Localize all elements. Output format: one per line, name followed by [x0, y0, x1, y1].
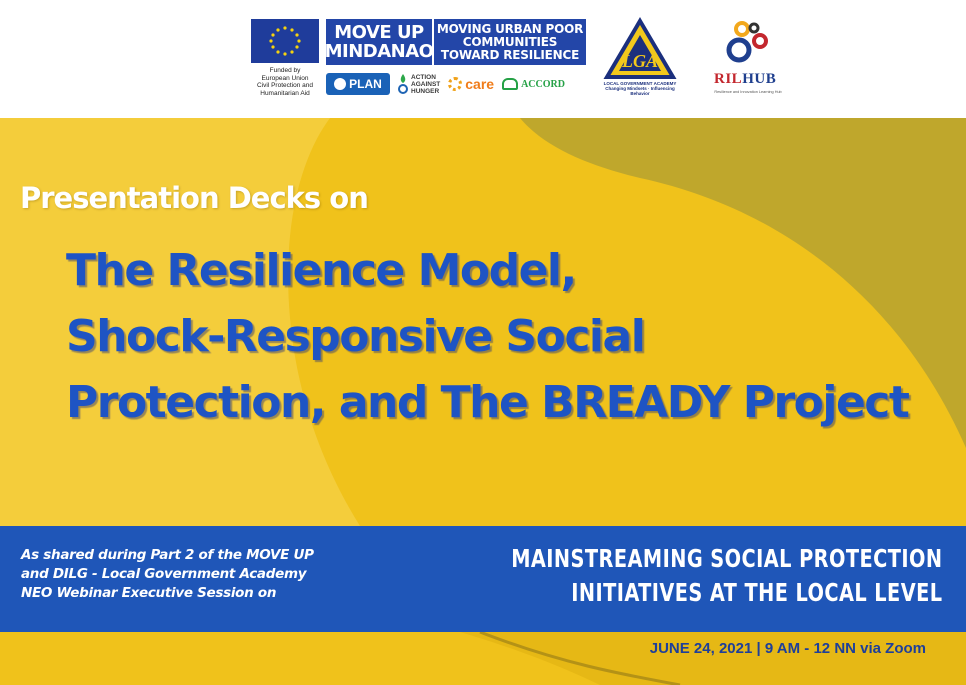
- session-description-line: NEO Webinar Executive Session on: [21, 585, 277, 601]
- session-banner: [0, 526, 966, 632]
- move-up-tagline-line: COMMUNITIES: [462, 34, 558, 49]
- plan-label: PLAN: [349, 77, 382, 91]
- session-title: [511, 542, 942, 610]
- eu-flag-icon: [251, 19, 319, 63]
- move-up-mindanao-block: [326, 19, 432, 65]
- gears-icon: [708, 19, 788, 71]
- care-icon: [448, 77, 462, 91]
- aah-line: AGAINST: [411, 80, 441, 88]
- plan-international-logo: [326, 73, 390, 95]
- eu-caption-line: European Union: [261, 74, 309, 82]
- local-government-academy-logo: [603, 17, 677, 97]
- session-title-line: MAINSTREAMING SOCIAL PROTECTION: [510, 544, 942, 573]
- title-line: Shock-Responsive Social: [66, 311, 645, 362]
- move-up-line: MINDANAO: [324, 41, 434, 62]
- rilhub-wordmark-red: RIL: [714, 71, 743, 87]
- title-line: The Resilience Model,: [66, 245, 576, 296]
- session-description: [21, 546, 351, 603]
- event-date: JUNE 24, 2021 | 9 AM - 12 NN via Zoom: [649, 640, 926, 657]
- lga-triangle-icon: [603, 17, 677, 81]
- eu-caption-line: Civil Protection and: [257, 82, 313, 89]
- session-title-line: INITIATIVES AT THE LOCAL LEVEL: [570, 578, 942, 607]
- care-logo: [448, 76, 494, 92]
- rilhub-wordmark: [714, 71, 776, 88]
- action-against-hunger-logo: [398, 73, 440, 95]
- eu-caption: [245, 67, 325, 97]
- move-up-tagline-line: MOVING URBAN POOR: [436, 21, 584, 36]
- plan-icon: [334, 78, 346, 90]
- page-title: [66, 238, 908, 436]
- aah-line: ACTION: [411, 73, 436, 81]
- move-up-tagline-block: [434, 19, 586, 65]
- eu-caption-line: Humanitarian Aid: [260, 89, 310, 97]
- hero-section: [0, 118, 966, 685]
- eu-caption-line: Funded by: [269, 67, 301, 74]
- title-line: Protection, and The BREADY Project: [66, 377, 909, 428]
- logo-band: [0, 0, 966, 118]
- aah-line: HUNGER: [411, 87, 440, 95]
- presentation-kicker: Presentation Decks on: [20, 181, 368, 215]
- move-up-logo: [326, 19, 586, 65]
- rilhub-wordmark-blue: HUB: [742, 71, 777, 87]
- care-label: care: [465, 76, 495, 92]
- lga-caption-line: LOCAL GOVERNMENT ACADEMY: [603, 81, 677, 86]
- accord-logo: [502, 78, 565, 90]
- move-up-tagline-line: TOWARD RESILIENCE: [440, 47, 580, 62]
- eu-logo: [251, 19, 319, 97]
- lga-caption-line: Changing Mindsets · Influencing Behavior: [605, 86, 675, 96]
- accord-icon: [502, 78, 518, 90]
- accord-label: ACCORD: [521, 78, 565, 90]
- rilhub-subtitle: Resilience and Innovation Learning Hub: [714, 90, 782, 94]
- svg-text:LGA: LGA: [622, 51, 658, 71]
- move-up-line: MOVE UP: [334, 22, 424, 43]
- session-description-line: As shared during Part 2 of the MOVE UP: [21, 547, 314, 563]
- rilhub-logo: [708, 19, 788, 99]
- session-description-line: and DILG - Local Government Academy: [21, 566, 307, 582]
- partner-logos: [326, 69, 565, 99]
- action-against-hunger-icon: [398, 73, 408, 95]
